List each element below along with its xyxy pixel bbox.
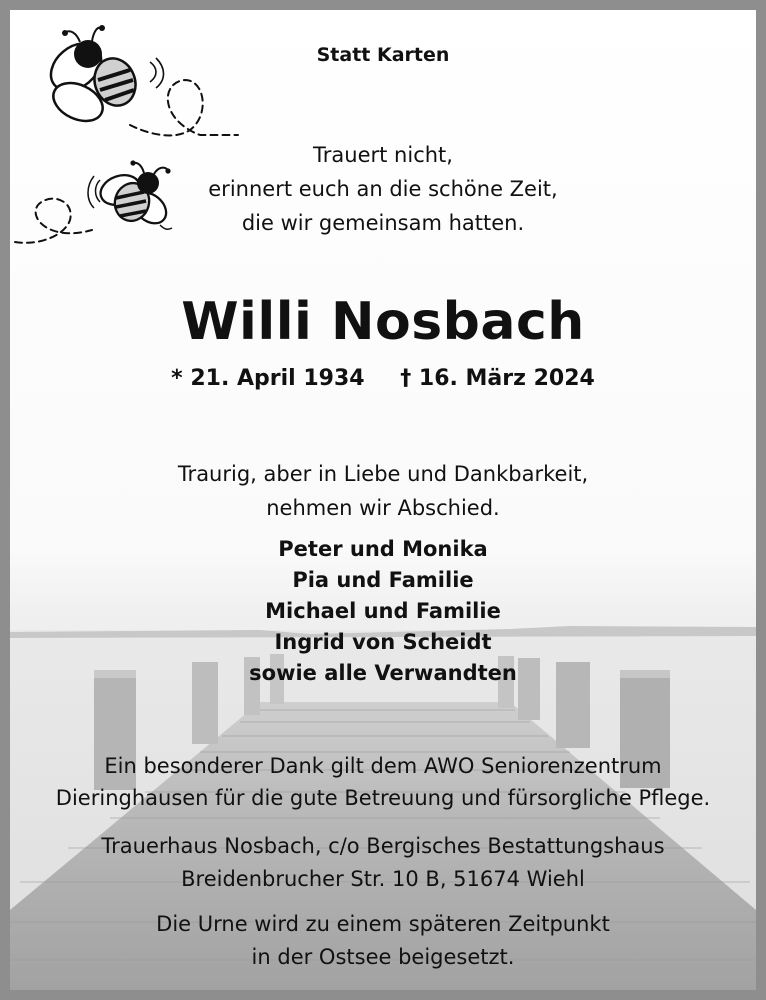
address-line: Breidenbrucher Str. 10 B, 51674 Wiehl (181, 867, 585, 891)
farewell-line: Traurig, aber in Liebe und Dankbarkeit, (177, 462, 589, 486)
address-line: Trauerhaus Nosbach, c/o Bergisches Bestattungshaus (101, 834, 665, 858)
urn-line: in der Ostsee beigesetzt. (251, 945, 515, 969)
deceased-name: Willi Nosbach (181, 292, 585, 352)
thanks-note (10, 750, 756, 814)
quote-line: erinnert euch an die schöne Zeit, (208, 177, 558, 201)
thanks-line: Ein besonderer Dank gilt dem AWO Seniorenzentrum (104, 754, 662, 778)
mourning-address (10, 830, 756, 896)
farewell-line: nehmen wir Abschied. (266, 496, 500, 520)
memorial-quote (10, 138, 756, 240)
bee-large-icon (42, 25, 164, 128)
thanks-line: Dieringhausen für die gute Betreuung und fürsorgliche Pflege. (55, 786, 711, 810)
birth-date: * 21. April 1934 (171, 366, 365, 391)
urn-notice (10, 908, 756, 974)
quote-line: die wir gemeinsam hatten. (241, 211, 525, 235)
quote-line: Trauert nicht, (313, 143, 453, 167)
death-date: † 16. März 2024 (400, 366, 595, 391)
mourner-item: sowie alle Verwandten (249, 661, 517, 685)
farewell-text (10, 457, 756, 525)
mourner-item: Ingrid von Scheidt (274, 630, 492, 654)
statt-karten-label: Statt Karten (316, 44, 450, 66)
mourner-item: Michael und Familie (265, 599, 501, 623)
urn-line: Die Urne wird zu einem späteren Zeitpunkt (156, 912, 610, 936)
mourners-list (10, 534, 756, 689)
mourner-item: Peter und Monika (278, 537, 488, 561)
life-dates (10, 368, 756, 390)
mourner-item: Pia und Familie (292, 568, 474, 592)
